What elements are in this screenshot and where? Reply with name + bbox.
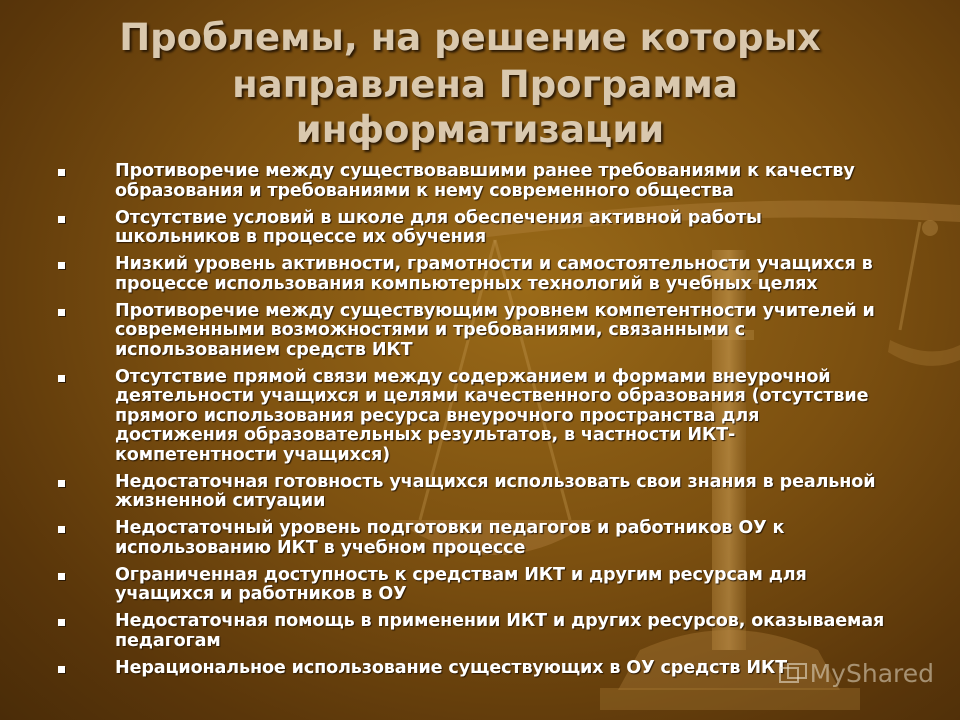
- problem-item-line: образования и требованиями к нему современного общества: [115, 180, 734, 201]
- problem-item-line: Нерациональное использование существующих в ОУ средств ИКТ: [115, 657, 788, 678]
- square-bullet-icon: [58, 526, 65, 533]
- problem-item-line: использованию ИКТ в учебном процессе: [115, 537, 526, 558]
- slide-title: [0, 14, 960, 153]
- problem-item: [58, 519, 960, 558]
- problem-item-line: Недостаточный уровень подготовки педагогов и работников ОУ к: [115, 518, 785, 538]
- problem-item: [58, 566, 960, 605]
- problem-item: [58, 473, 960, 512]
- problem-list: [58, 162, 960, 686]
- square-bullet-icon: [58, 573, 65, 580]
- square-bullet-icon: [58, 619, 65, 626]
- problem-item-line: педагогам: [115, 630, 221, 651]
- problem-item-line: школьников в процессе их обучения: [115, 227, 486, 247]
- problem-item-line: Низкий уровень активности, грамотности и самостоятельности учащихся в: [115, 254, 873, 274]
- square-bullet-icon: [58, 375, 65, 382]
- problem-item: [58, 255, 960, 294]
- problem-item: [58, 209, 960, 248]
- problem-item-line: учащихся и работников в ОУ: [115, 584, 407, 604]
- problem-item-line: жизненной ситуации: [115, 491, 326, 511]
- watermark-text: MyShared: [809, 659, 934, 688]
- problem-item-line: деятельности учащихся и целями качественного образования (отсутствие: [115, 386, 869, 406]
- square-bullet-icon: [58, 262, 65, 269]
- problem-item-line: прямого использования ресурса внеурочного пространства для: [115, 405, 760, 426]
- problem-item-line: Недостаточная готовность учащихся использовать свои знания в реальной: [115, 471, 876, 492]
- square-bullet-icon: [58, 666, 65, 673]
- problem-item: [58, 302, 960, 361]
- square-bullet-icon: [58, 309, 65, 316]
- watermark: [778, 659, 934, 688]
- square-bullet-icon: [58, 169, 65, 176]
- problem-item-line: Ограниченная доступность к средствам ИКТ и другим ресурсам для: [115, 564, 807, 585]
- problem-item-line: Противоречие между существующим уровнем компетентности учителей и: [115, 300, 875, 321]
- problem-item-line: Недостаточная помощь в применении ИКТ и других ресурсов, оказываемая: [115, 611, 885, 631]
- problem-item-line: процессе использования компьютерных технологий в учебных целях: [115, 273, 818, 294]
- problem-item: [58, 612, 960, 651]
- problem-item: [58, 368, 960, 466]
- problem-item-line: Отсутствие прямой связи между содержанием и формами внеурочной: [115, 366, 831, 387]
- problem-item: [58, 162, 960, 201]
- myshared-logo-icon: [778, 662, 808, 688]
- problem-item-line: компетентности учащихся): [115, 444, 391, 465]
- problem-item-line: использованием средств ИКТ: [115, 339, 413, 360]
- square-bullet-icon: [58, 216, 65, 223]
- problem-item-line: Отсутствие условий в школе для обеспечения активной работы: [115, 207, 762, 228]
- problem-item-line: современными возможностями и требованиями, связанными с: [115, 320, 746, 340]
- title-line: информатизации: [295, 108, 665, 151]
- title-line: направлена Программа: [232, 63, 738, 106]
- problem-item-line: Противоречие между существовавшими ранее требованиями к качеству: [115, 161, 855, 181]
- title-line: Проблемы, на решение которых: [119, 16, 821, 59]
- problem-item-line: достижения образовательных результатов, в частности ИКТ-: [115, 425, 736, 445]
- square-bullet-icon: [58, 480, 65, 487]
